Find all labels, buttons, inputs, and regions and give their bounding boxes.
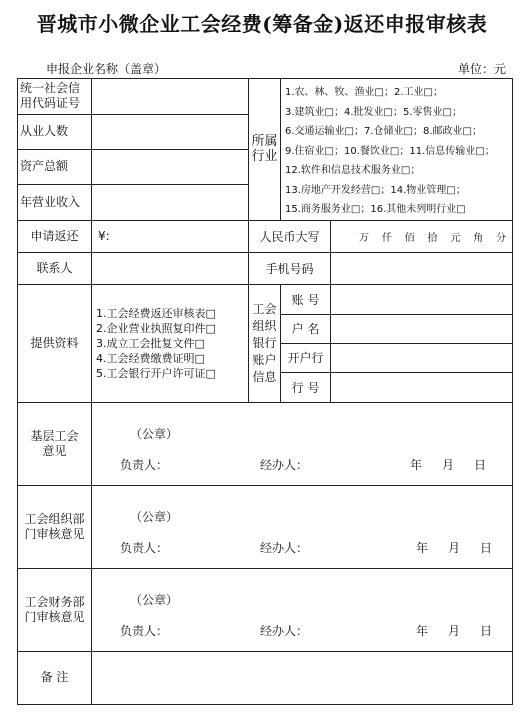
currency-symbol: ¥: (98, 229, 110, 243)
industry-option[interactable]: 6.交通运输业□；7.仓储业□；8.邮政业□； (285, 126, 482, 137)
material-item[interactable]: 4.工会经费缴费证明□ (96, 351, 205, 365)
handler-label: 经办人： (260, 540, 309, 555)
org-review-text: 工会组织部门审核意见 (24, 511, 85, 541)
seal-label: （公章） (130, 592, 179, 607)
bank-info-text: 工会组织银行账户信息 (252, 301, 277, 384)
page-title: 晋城市小微企业工会经费(筹备金)返还申报审核表 (36, 12, 488, 36)
org-review-field[interactable] (92, 485, 513, 568)
account-name-field[interactable] (331, 314, 513, 343)
industry-option[interactable]: 12.软件和信息技术服务业□； (285, 165, 421, 176)
seal-label: （公章） (130, 509, 179, 524)
revenue-field[interactable] (92, 184, 249, 220)
finance-review-text: 工会财务部门审核意见 (24, 594, 85, 624)
materials-label: 提供资料 (18, 284, 92, 402)
day-label: 日 (480, 623, 493, 638)
leader-label: 负责人： (120, 623, 169, 638)
unit-yuan: 元 (450, 232, 461, 244)
grassroots-opinion-label (18, 402, 92, 485)
account-name-label: 户 名 (281, 314, 331, 343)
unit-label: 单位：元 (457, 62, 506, 76)
rmb-caps-field[interactable] (331, 220, 513, 252)
material-item[interactable]: 5.工会银行开户许可证□ (96, 366, 216, 380)
bank-info-label (249, 284, 281, 402)
bank-code-field[interactable] (331, 372, 513, 402)
finance-review-label (18, 568, 92, 651)
grassroots-opinion-text: 基层工会意见 (30, 428, 79, 458)
assets-label: 资产总额 (18, 149, 92, 184)
rmb-caps-label: 人民币大写 (249, 220, 331, 252)
handler-label: 经办人： (260, 457, 309, 472)
year-label: 年 (416, 623, 429, 638)
contact-field[interactable] (92, 252, 249, 284)
material-item[interactable]: 1.工会经费返还审核表□ (96, 306, 216, 320)
application-form (17, 78, 513, 705)
industry-label: 所属行业 (249, 79, 281, 221)
leader-label: 负责人： (120, 540, 169, 555)
account-no-label: 账 号 (281, 284, 331, 314)
org-review-label (18, 485, 92, 568)
materials-list (92, 284, 249, 402)
month-label: 月 (448, 540, 461, 555)
mobile-field[interactable] (331, 252, 513, 284)
remarks-field[interactable] (92, 651, 513, 704)
day-label: 日 (474, 457, 487, 472)
year-label: 年 (410, 457, 423, 472)
remarks-label: 备 注 (18, 651, 92, 704)
employees-field[interactable] (92, 114, 249, 149)
applicant-label: 申报企业名称（盖章） (46, 62, 167, 76)
industry-option[interactable]: 15.商务服务业□；16.其他未列明行业□ (285, 204, 466, 215)
bank-name-label: 开户行 (281, 343, 331, 372)
day-label: 日 (480, 540, 493, 555)
finance-review-field[interactable] (92, 568, 513, 651)
industry-option[interactable]: 3.建筑业□；4.批发业□；5.零售业□； (285, 106, 462, 118)
year-label: 年 (416, 540, 429, 555)
unit-wan: 万 (359, 232, 369, 244)
material-item[interactable]: 2.企业营业执照复印件□ (96, 321, 216, 335)
assets-field[interactable] (92, 149, 249, 184)
grassroots-opinion-field[interactable] (92, 402, 513, 485)
refund-amount-field[interactable] (92, 220, 249, 252)
industry-option[interactable]: 1.农、林、牧、渔业□；2.工业□； (285, 87, 443, 98)
month-label: 月 (442, 457, 455, 472)
industry-option[interactable]: 13.房地产开发经营□；14.物业管理□； (285, 184, 466, 196)
revenue-label: 年营业收入 (18, 184, 92, 220)
account-no-field[interactable] (331, 284, 513, 314)
employees-label: 从业人数 (18, 114, 92, 149)
handler-label: 经办人： (260, 623, 309, 638)
leader-label: 负责人： (120, 457, 169, 472)
bank-code-label: 行 号 (281, 372, 331, 402)
seal-label: （公章） (130, 426, 179, 441)
bank-name-field[interactable] (331, 343, 513, 372)
unit-bai: 佰 (404, 232, 415, 244)
month-label: 月 (448, 623, 461, 638)
unit-jiao: 角 (473, 232, 484, 244)
mobile-label: 手机号码 (249, 252, 331, 284)
industry-options (281, 79, 513, 221)
material-item[interactable]: 3.成立工会批复文件□ (96, 336, 205, 350)
refund-apply-label: 申请返还 (18, 220, 92, 252)
contact-label: 联系人 (18, 252, 92, 284)
credit-code-label: 统一社会信用代码证号 (18, 79, 92, 115)
unit-fen: 分 (495, 232, 506, 244)
credit-code-field[interactable] (92, 79, 249, 115)
unit-shi: 拾 (427, 232, 438, 244)
industry-option[interactable]: 9.住宿业□；10.餐饮业□；11.信息传输业□； (285, 145, 495, 157)
unit-qian: 仟 (381, 232, 392, 244)
